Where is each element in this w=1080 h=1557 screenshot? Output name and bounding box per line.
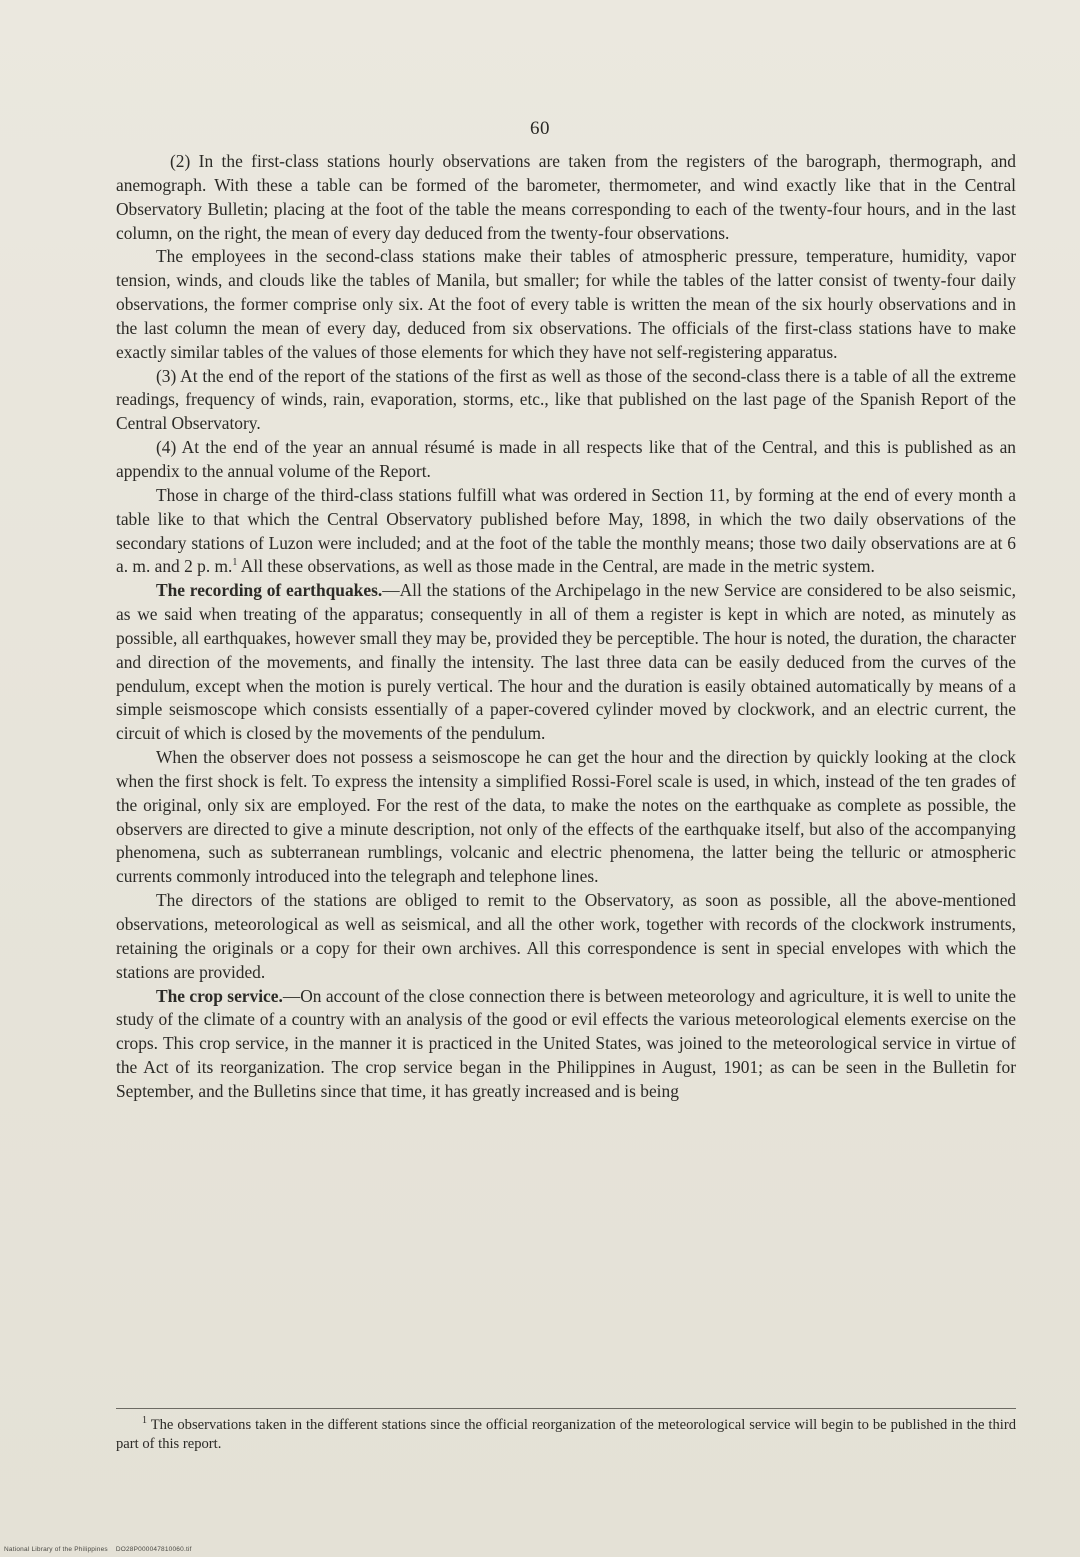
paragraph-text: All these observations, as well as those made in the Central, are made in the metric system. [240, 556, 875, 577]
paragraph-4-annual-resume [116, 436, 1016, 484]
footnote [116, 1416, 1016, 1454]
footnote-reference: 1 [232, 557, 238, 569]
footnote-text: The observations taken in the different stations since the official reorganization of the meteorological service will begin to be published in the third part of this report. [116, 1417, 1016, 1452]
paragraph-directors-remit [116, 889, 1016, 984]
paragraph-text: The employees in the second-class stations make their tables of atmospheric pressure, temperature, humidity, vapor tension, winds, and clouds like the tables of Manila, but smaller; for while the tables of the latter consist of twenty-four daily observations, the former comprise only six. At the foot of every table is written the mean of the six hourly observations and in the last column the mean of every day, deduced from six observations. The officials of the first-class stations have to make exactly similar tables of the values of those elements for which they have not self-registering apparatus. [116, 246, 1016, 362]
paragraph-text: The directors of the stations are obliged to remit to the Observatory, as soon as possible, all the above-mentioned observations, meteorological as well as seismical, and all the other work, together with records of the clockwork instruments, retaining the originals or a copy for their own archives. All this correspondence is sent in special envelopes with which the stations are provided. [116, 890, 1016, 982]
library-name: National Library of the Philippines [4, 1546, 108, 1553]
paragraph-text: —All the stations of the Archipelago in the new Service are considered to be also seismic, as we said when treating of the apparatus; consequently in all of them a register is kept in which are noted, as minutely as possible, all earthquakes, however small they may be, provided they be perceptible. The hour is noted, the duration, the character and direction of the movements, and finally the intensity. The last three data can be easily deduced from the curves of the pendulum, except when the motion is purely vertical. The hour and the duration is easily obtained automatically by means of a simple seismoscope which consists essentially of a paper-covered cylinder moved by clockwork, and an electric current, the circuit of which is closed by the movements of the pendulum. [116, 580, 1016, 744]
paragraph-2-first-class-stations [116, 150, 1016, 245]
paragraph-seismoscope [116, 746, 1016, 889]
paragraph-recording-earthquakes [116, 579, 1016, 746]
paragraph-text: Those in charge of the third-class stations fulfill what was ordered in Section 11, by forming at the end of every month a table like to that which the Central Observatory published before May, 1898, in which the two daily observations of the secondary stations of Luzon were included; and at the foot of the table the monthly means; those two daily observations are at 6 a. m. and 2 p. m. [116, 484, 1016, 577]
footnote-divider [116, 1408, 1016, 1409]
paragraph-text: (2) In the first-class stations hourly observations are taken from the registers of the barograph, thermograph, and anemograph. With these a table can be formed of the barometer, thermometer, and wind exactly like that in the Central Observatory Bulletin; placing at the foot of the table the means corresponding to each of the twenty-four hours, and in the last column, on the right, the mean of every day deduced from the twenty-four observations. [116, 151, 1016, 243]
paragraph-3-extreme-readings [116, 365, 1016, 437]
paragraph-third-class-stations [116, 484, 1016, 579]
section-heading: The recording of earthquakes. [156, 580, 383, 601]
paragraph-second-class-stations [116, 245, 1016, 364]
paragraph-text: —On account of the close connection there is between meteorology and agriculture, it is well to unite the study of the climate of a country with an analysis of the good or evil effects the various meteorological elements exercise on the crops. This crop service, in the manner it is practiced in the United States, was joined to the meteorological service in virtue of the Act of its reorganization. The crop service began in the Philippines in August, 1901; as can be seen in the Bulletin for September, and the Bulletins since that time, it has greatly increased and is being [116, 985, 1016, 1101]
scan-code: DO28P000047810060.tif [115, 1546, 192, 1553]
paragraph-text: (3) At the end of the report of the stations of the first as well as those of the second-class there is a table of all the extreme readings, frequency of winds, rain, evaporation, storms, etc., like that published on the last page of the Spanish Report of the Central Observatory. [116, 365, 1016, 434]
paragraph-text: (4) At the end of the year an annual résumé is made in all respects like that of the Central, and this is published as an appendix to the annual volume of the Report. [116, 437, 1016, 481]
paragraph-crop-service [116, 985, 1016, 1104]
library-credit [4, 1546, 200, 1553]
section-heading: The crop service. [156, 985, 283, 1006]
body-text [116, 150, 1016, 1104]
footnote-mark: 1 [142, 1415, 147, 1427]
page-number: 60 [530, 118, 550, 139]
paragraph-text: When the observer does not possess a seismoscope he can get the hour and the direction by quickly looking at the clock when the first shock is felt. To express the intensity a simplified Rossi-Forel scale is used, in which, instead of the ten grades of the original, only six are employed. For the rest of the data, to make the notes on the earthquake as complete as possible, the observers are directed to give a minute description, not only of the effects of the earthquake itself, but also of the accompanying phenomena, such as subterranean rumblings, volcanic and electric phenomena, the latter being the telluric or atmospheric currents commonly introduced into the telegraph and telephone lines. [116, 747, 1016, 887]
